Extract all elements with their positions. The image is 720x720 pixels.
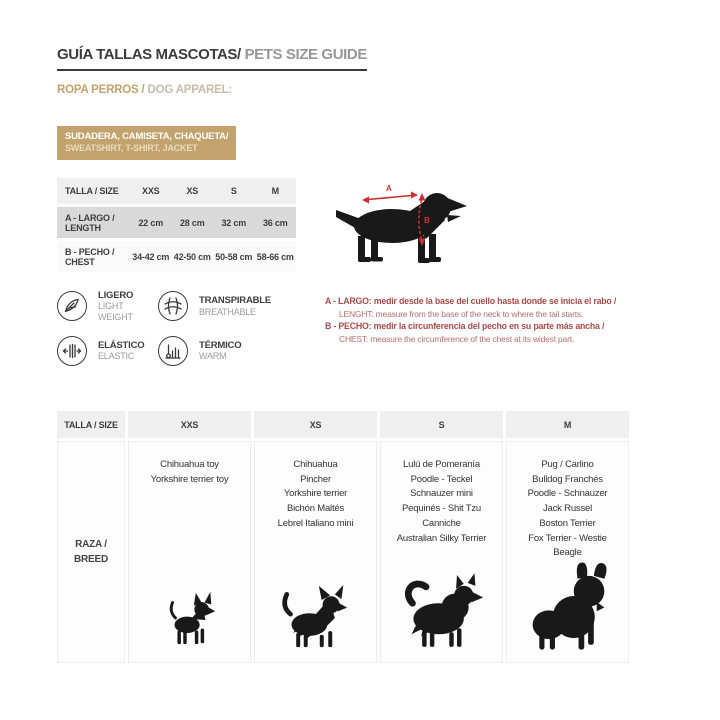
breed-item: Chihuahua [293,459,338,470]
breed-list-s [381,442,502,546]
breed-item: Pincher [300,473,331,485]
size-header-xxs: XXS [142,186,160,196]
chihuahua-silhouette-icon [161,590,219,648]
category-banner [57,126,236,160]
category-spanish: SUDADERA, CAMISETA, CHAQUETA/ [65,131,229,142]
size-header-s: S [230,186,237,196]
breed-cell-xxs [128,441,251,663]
measure-a-label: A [386,184,392,193]
breed-item: Lebrel Italiano mini [277,517,354,529]
size-table-header [57,178,296,204]
feature-lightweight [57,290,158,323]
breed-list-xxs [129,442,250,487]
feature-en-label: WARM [199,351,227,362]
size-table [57,178,296,272]
measuring-instructions [325,295,655,345]
breed-item: Canniche [422,517,461,529]
subtitle-spanish: ROPA PERROS / [57,84,148,96]
feature-warm [158,336,308,366]
breed-table [57,411,629,663]
feature-en-label: ELASTIC [98,351,135,362]
feature-es-label: TRANSPIRABLE [199,295,272,307]
note-a-english: LENGHT: measure from the base of the neck to where the tail starts. [339,308,584,319]
size-header-m: M [271,186,279,196]
french-bulldog-silhouette-icon [524,561,612,653]
breed-header-xxs: XXS [128,411,251,438]
page-title [57,46,367,71]
size-header-xs: XS [186,186,199,196]
breed-item: Jack Russel [542,503,592,515]
note-a-spanish: A - LARGO: medir desde la base del cuello hasta donde se inicia el rabo / [325,296,617,306]
labrador-silhouette-icon [334,180,469,268]
note-b-spanish: B - PECHO: medir la circunferencia del pecho en su parte más ancha / [325,321,605,332]
chest-xs: 42-50 cm [173,251,211,262]
breed-header-m: M [506,411,629,438]
breed-cell-xs [254,441,377,663]
length-row-label: A - LARGO / LENGTH [65,212,115,233]
size-table-row-length [57,207,296,238]
breed-header-xs: XS [254,411,377,438]
breed-item: Bichón Maltés [286,503,345,515]
breed-row-label [57,441,125,663]
breed-item: Poodle - Schnauzer [527,488,608,500]
breathable-icon [158,291,188,321]
breed-item: Lulú de Pomeranía [403,459,480,470]
length-m: 36 cm [262,217,288,228]
feature-es-label: TÉRMICO [199,339,242,351]
feature-es-label: ELÁSTICO [98,339,145,351]
subtitle-english: DOG APPAREL: [147,84,232,96]
breed-cell-s [380,441,503,663]
length-xxs: 22 cm [138,217,164,228]
breed-item: Bulldog Franchés [532,473,603,485]
breed-item: Boston Terrier [539,517,596,529]
breed-header-s: S [380,411,503,438]
breed-item: Yorkshire terrier [283,488,348,500]
length-xs: 28 cm [179,217,205,228]
breed-list-xs [255,442,376,532]
breed-item: Beagle [553,547,582,559]
chest-xxs: 34-42 cm [132,251,170,262]
section-subtitle [57,84,232,96]
dog-measure-diagram [334,180,469,273]
breed-item: Pug / Carlino [541,459,594,470]
feature-en-label: LIGHT WEIGHT [98,301,133,323]
measure-b-label: B [424,216,430,225]
length-s: 32 cm [221,217,247,228]
feature-list [57,290,308,366]
feature-es-label: LIGERO [98,290,134,301]
size-table-row-chest [57,241,296,272]
size-header-label: TALLA / SIZE [65,186,119,196]
feature-breathable [158,290,308,323]
breed-item: Yorkshire terrier toy [150,473,229,485]
breed-cell-m [506,441,629,663]
chest-s: 50-58 cm [215,251,253,262]
title-english: PETS SIZE GUIDE [240,46,367,63]
breed-item: Fox Terrier - Westie [528,532,607,544]
breed-item: Pequinés - Shit Tzu [402,503,481,515]
feature-elastic [57,336,158,366]
title-spanish: GUÍA TALLAS MASCOTAS/ [57,46,241,63]
breed-label: BREED [73,554,108,565]
raza-label: RAZA / [75,539,107,550]
feather-icon [57,291,87,321]
longhair-chihuahua-silhouette-icon [278,584,354,650]
breed-table-header [57,411,629,438]
breed-item: Chihuahua toy [160,459,219,470]
thermometer-icon [158,336,188,366]
breed-item: Schnauzer mini [410,488,473,500]
feature-en-label: BREATHABLE [199,306,256,317]
note-b-english: CHEST: measure the circumference of the chest at its widest part. [339,333,575,344]
breed-list-m [507,442,628,561]
breed-header-label: TALLA / SIZE [57,411,125,438]
breed-item: Poodle - Teckel [410,473,473,485]
breed-item: Australian Silky Terrier [396,532,487,544]
category-english: SWEATSHIRT, T-SHIRT, JACKET [65,142,198,153]
breed-table-body [57,441,629,663]
chest-row-label: B - PECHO / CHEST [65,246,115,267]
spitz-silhouette-icon [396,572,488,650]
elastic-icon [57,336,87,366]
chest-m: 58-66 cm [256,251,294,262]
